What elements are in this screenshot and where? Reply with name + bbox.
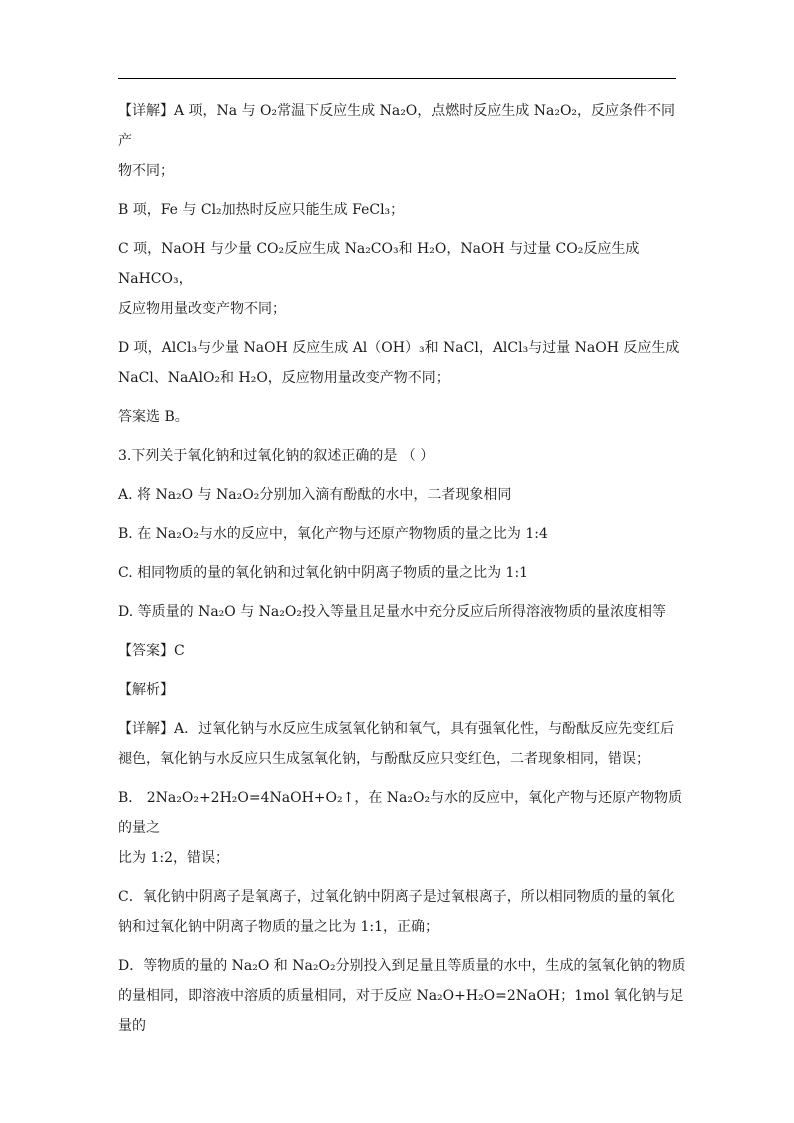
text-line: 【详解】A 项，Na 与 O₂常温下反应生成 Na₂O，点燃时反应生成 Na₂O₂，反应条件不同产 — [118, 103, 676, 149]
option-text: B. 在 Na₂O₂与水的反应中，氧化产物与还原产物物质的量之比为 1:4 — [118, 526, 548, 542]
text-line: 物不同； — [118, 163, 174, 179]
explanation-paragraph-a — [118, 96, 686, 186]
explanation-paragraph-b — [118, 195, 686, 225]
text-line: 钠和过氧化钠中阴离子物质的量之比为 1:1，正确； — [118, 919, 439, 935]
option-text: C. 相同物质的量的氧化钠和过氧化钠中阴离子物质的量之比为 1:1 — [118, 565, 529, 581]
detail-paragraph-d — [118, 951, 686, 1041]
option-d — [118, 597, 686, 627]
answer-choice-line — [118, 402, 686, 432]
option-text: D. 等质量的 Na₂O 与 Na₂O₂投入等量且足量水中充分反应后所得溶液物质的量浓度相等 — [118, 604, 666, 620]
answer-label — [118, 636, 686, 666]
text-line: B． 2Na₂O₂+2H₂O=4NaOH+O₂↑，在 Na₂O₂与水的反应中，氧化产物与还原产物物质的量之 — [118, 790, 683, 836]
option-text: A. 将 Na₂O 与 Na₂O₂分别加入滴有酚酞的水中，二者现象相同 — [118, 487, 512, 503]
option-a — [118, 480, 686, 510]
option-b — [118, 519, 686, 549]
text-line: D 项，AlCl₃与少量 NaOH 反应生成 Al（OH）₃和 NaCl，AlCl₃与过量 NaOH 反应生成 — [118, 340, 680, 356]
question-text: 3.下列关于氧化钠和过氧化钠的叙述正确的是 （ ） — [118, 448, 435, 464]
text-line: B 项，Fe 与 Cl₂加热时反应只能生成 FeCl₃； — [118, 202, 405, 218]
option-c — [118, 558, 686, 588]
header-rule — [118, 78, 676, 79]
text-line: C．氧化钠中阴离子是氧离子，过氧化钠中阴离子是过氧根离子，所以相同物质的量的氧化 — [118, 889, 675, 905]
explanation-paragraph-c — [118, 234, 686, 324]
answer-text: 【答案】C — [118, 643, 185, 659]
text-line: C 项，NaOH 与少量 CO₂反应生成 Na₂CO₃和 H₂O，NaOH 与过量 CO₂反应生成 NaHCO₃， — [118, 241, 640, 287]
text-line: 比为 1:2，错误； — [118, 850, 229, 866]
document-body — [118, 96, 686, 1050]
text-line: 反应物用量改变产物不同； — [118, 301, 286, 317]
explanation-paragraph-d — [118, 333, 686, 393]
detail-paragraph-c — [118, 882, 686, 942]
text-line: 的量相同，即溶液中溶质的质量相同，对于反应 Na₂O+H₂O=2NaOH；1mol 氧化钠与足量的 — [118, 988, 684, 1034]
question-3 — [118, 441, 686, 471]
text-line: NaCl、NaAlO₂和 H₂O，反应物用量改变产物不同； — [118, 370, 450, 386]
detail-paragraph-b — [118, 783, 686, 873]
text-line: D．等物质的量的 Na₂O 和 Na₂O₂分别投入到足量且等质量的水中，生成的氢氧化钠的物质 — [118, 958, 686, 974]
detail-paragraph-a — [118, 714, 686, 774]
analysis-label — [118, 675, 686, 705]
analysis-text: 【解析】 — [118, 682, 174, 698]
text-line: 【详解】A．过氧化钠与水反应生成氢氧化钠和氧气，具有强氧化性，与酚酞反应先变红后 — [118, 721, 675, 737]
text-line: 答案选 B。 — [118, 409, 189, 425]
text-line: 褪色，氧化钠与水反应只生成氢氧化钠，与酚酞反应只变红色，二者现象相同，错误； — [118, 751, 650, 767]
